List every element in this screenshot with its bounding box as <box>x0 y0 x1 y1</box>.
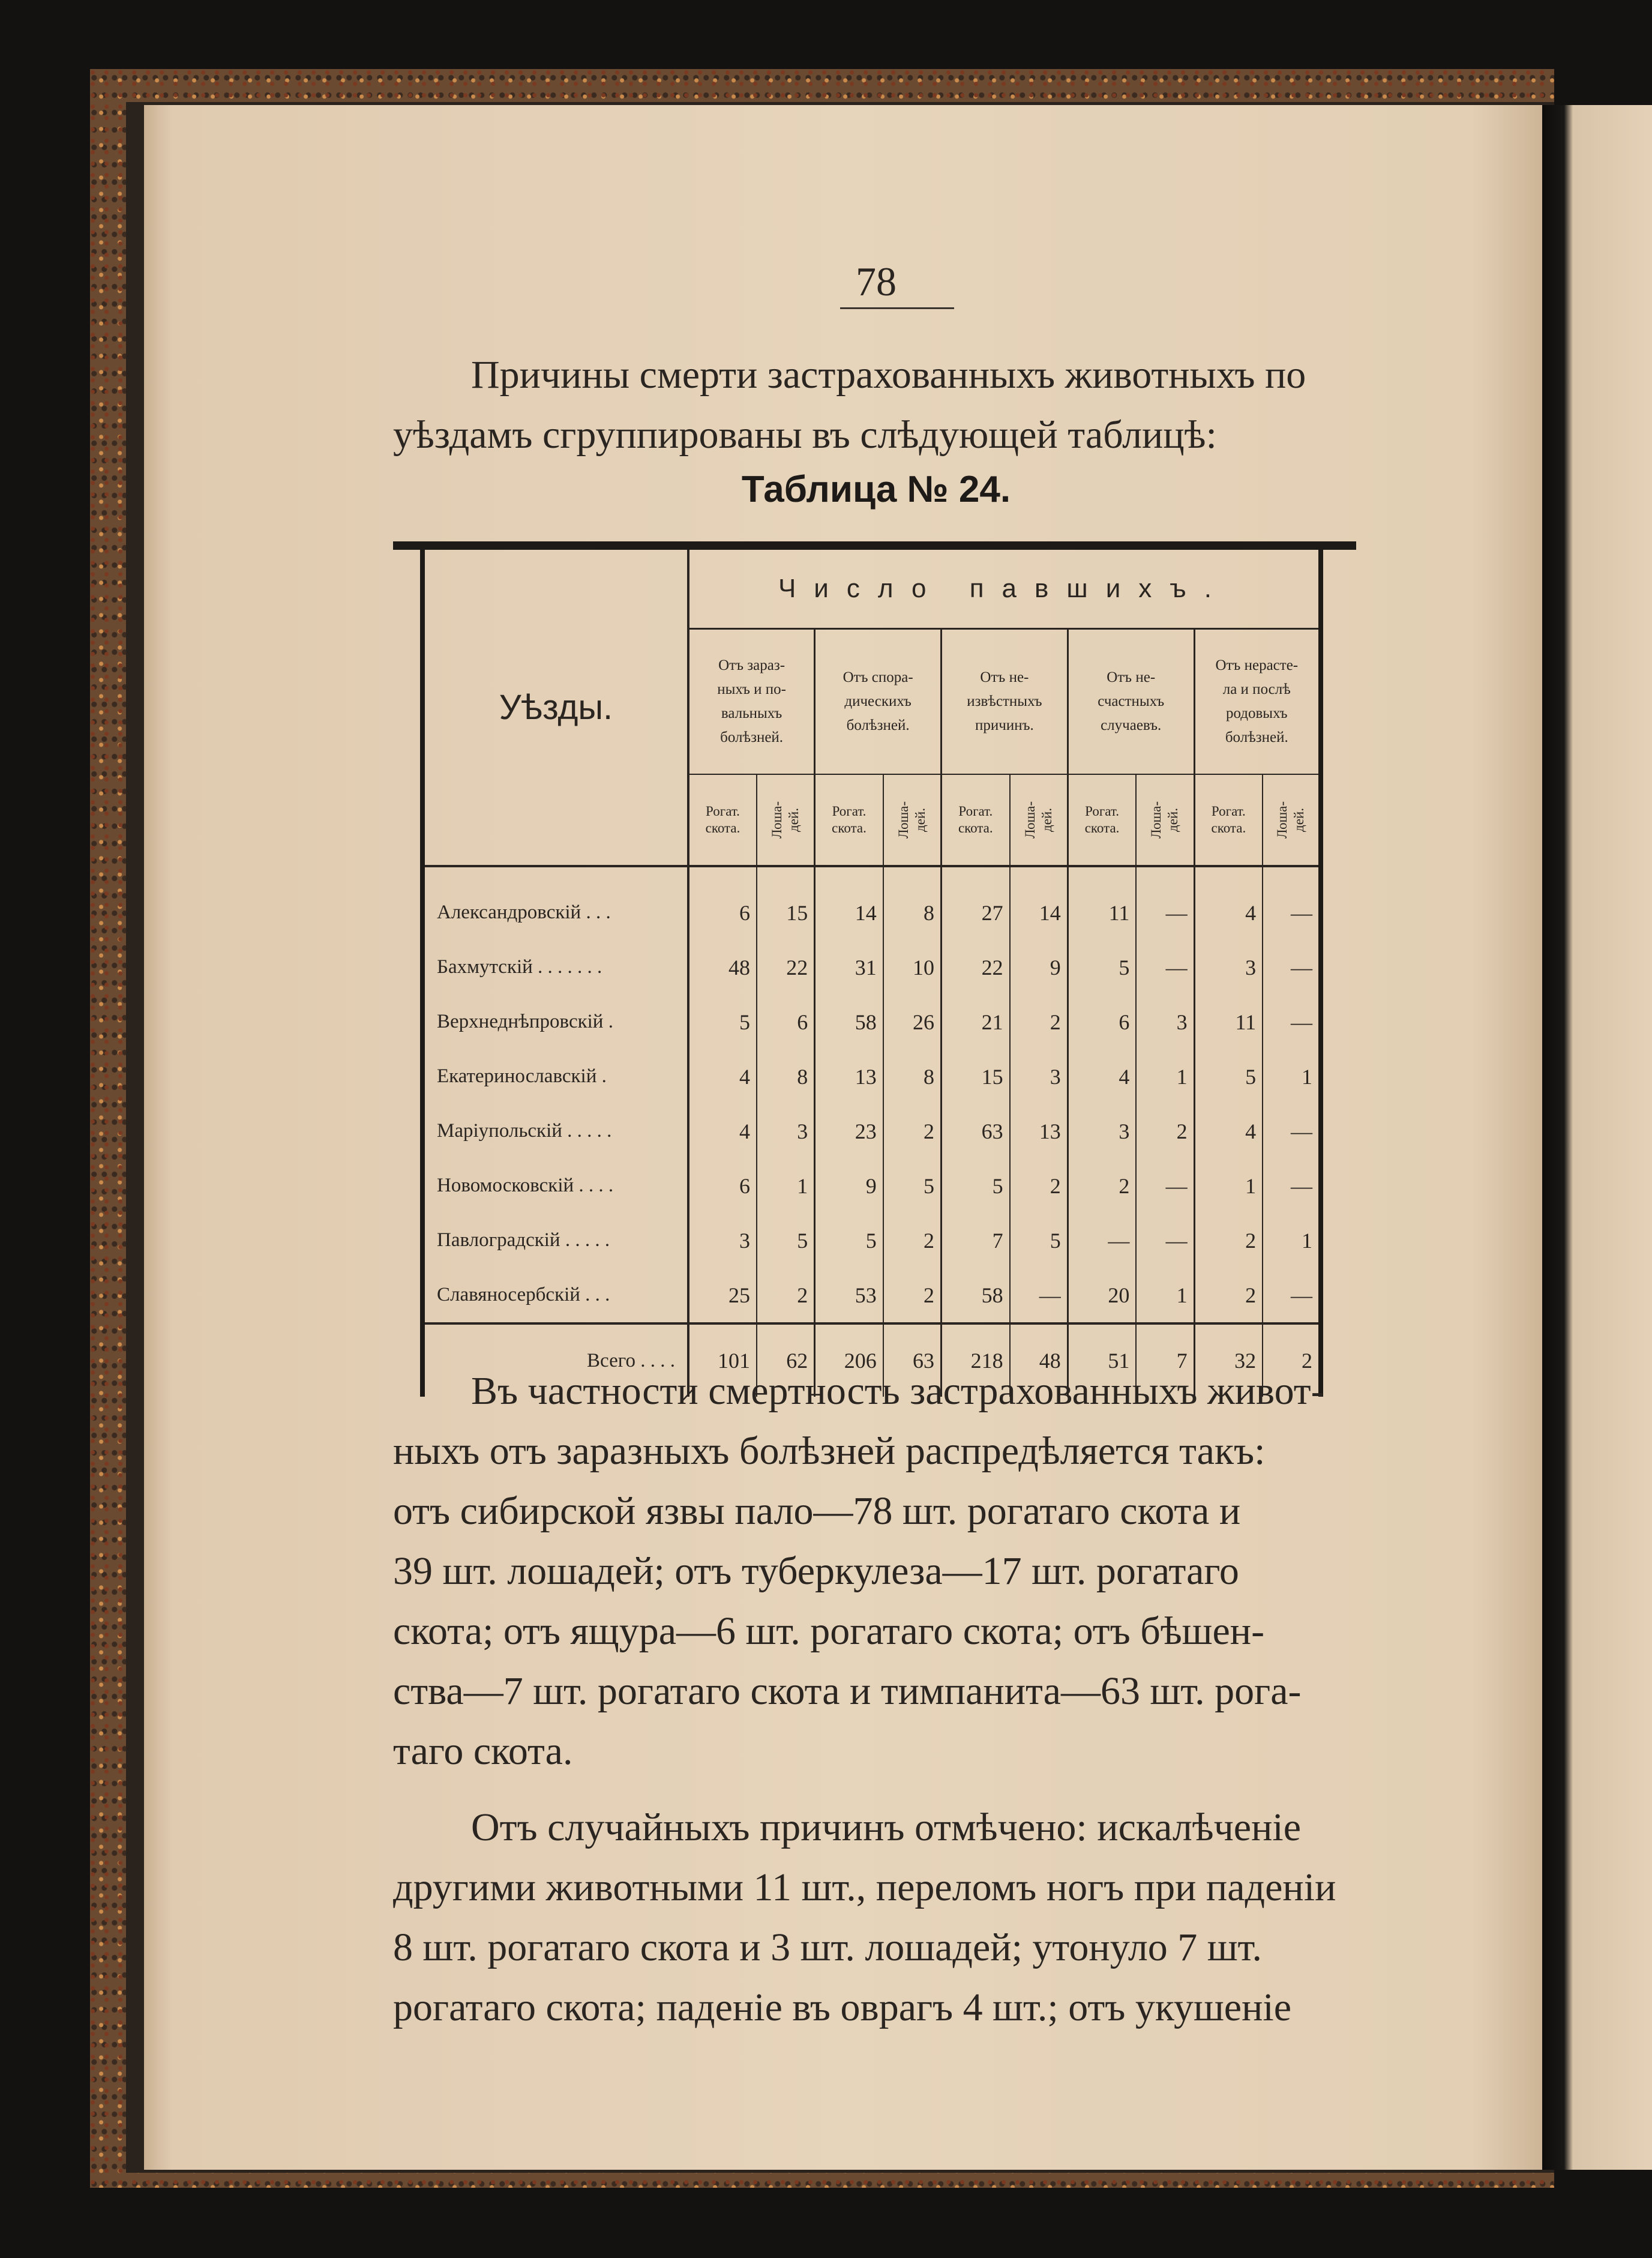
sub-header-vertical <box>769 801 802 838</box>
horse-count: 7 <box>1136 1323 1194 1397</box>
table-row <box>422 1213 1321 1268</box>
cattle-count: 20 <box>1068 1268 1136 1323</box>
sub-header-line: Рогат. <box>958 804 993 819</box>
horse-count: 1 <box>1136 1049 1194 1104</box>
group-header <box>1068 629 1194 775</box>
cattle-count: 218 <box>942 1323 1010 1397</box>
horse-count: 1 <box>757 1158 815 1213</box>
cattle-count: 4 <box>688 1104 757 1158</box>
page-number: 78 <box>856 259 897 304</box>
cattle-count: 3 <box>1194 940 1263 995</box>
cattle-count: 4 <box>1068 1049 1136 1104</box>
cattle-count: — <box>1068 1213 1136 1268</box>
horse-count: 1 <box>1136 1268 1194 1323</box>
horse-count: 13 <box>1010 1104 1068 1158</box>
district-name: Екатеринославскій . <box>422 1049 688 1104</box>
district-name: Павлоградскій . . . . . <box>422 1213 688 1268</box>
sub-header-line: дей. <box>912 808 928 832</box>
horse-count: 5 <box>883 1158 942 1213</box>
horse-count: 3 <box>1010 1049 1068 1104</box>
sub-header-vertical <box>1274 801 1308 838</box>
group-header-line: Отъ не- <box>980 669 1029 685</box>
sub-header-horse <box>883 774 942 866</box>
horse-count: 63 <box>883 1323 942 1397</box>
sub-header-cattle <box>1194 774 1263 866</box>
sub-header-horse <box>1263 774 1321 866</box>
cattle-count: 63 <box>942 1104 1010 1158</box>
cattle-count: 22 <box>942 940 1010 995</box>
cattle-count: 6 <box>688 866 757 940</box>
table-title: Таблица № 24. <box>741 469 1011 510</box>
cattle-count: 14 <box>815 866 883 940</box>
cattle-count: 7 <box>942 1213 1010 1268</box>
cattle-count: 101 <box>688 1323 757 1397</box>
sub-header-horse <box>1136 774 1194 866</box>
cattle-count: 9 <box>815 1158 883 1213</box>
text-line: отъ сибирской язвы пало—78 шт. рогатаго скота и <box>393 1489 1241 1533</box>
sub-header-horse <box>757 774 815 866</box>
sub-header-line: скота. <box>1211 820 1246 835</box>
sub-header-vertical <box>1022 801 1056 838</box>
table-row <box>422 1104 1321 1158</box>
group-header-line: Отъ зараз- <box>718 657 785 673</box>
horse-count: 26 <box>883 995 942 1049</box>
horse-count: 48 <box>1010 1323 1068 1397</box>
sub-header-line: Рогат. <box>832 804 867 819</box>
intro-line-2: уѣздамъ сгруппированы въ слѣдующей таблицѣ: <box>393 413 1217 457</box>
cattle-count: 27 <box>942 866 1010 940</box>
intro-line-1: Причины смерти застрахованныхъ животныхъ по <box>471 353 1306 397</box>
horse-count: 8 <box>883 866 942 940</box>
text-line: 8 шт. рогатаго скота и 3 шт. лошадей; утонуло 7 шт. <box>393 1925 1262 1969</box>
horse-count: 2 <box>757 1268 815 1323</box>
sub-header-line: Лоша- <box>1275 801 1290 839</box>
sub-header-horse <box>1010 774 1068 866</box>
horse-count: — <box>1136 866 1194 940</box>
group-header-line: случаевъ. <box>1101 717 1162 733</box>
group-header <box>815 629 942 775</box>
next-page-edge <box>1542 105 1652 2170</box>
sub-header-line: Рогат. <box>706 804 740 819</box>
cattle-count: 5 <box>1194 1049 1263 1104</box>
horse-count: 8 <box>757 1049 815 1104</box>
sub-header-cattle <box>1068 774 1136 866</box>
cattle-count: 6 <box>688 1158 757 1213</box>
horse-count: — <box>1136 940 1194 995</box>
cattle-count: 3 <box>1068 1104 1136 1158</box>
cattle-count: 206 <box>815 1323 883 1397</box>
text-line: Въ частности смертность застрахованныхъ живот- <box>471 1369 1324 1413</box>
page-number-rule <box>840 307 954 309</box>
group-header-line: Отъ нерасте- <box>1215 657 1299 673</box>
cattle-count: 5 <box>1068 940 1136 995</box>
horse-count: 3 <box>1136 995 1194 1049</box>
text-line: другими животными 11 шт., переломъ ногъ при паденіи <box>393 1865 1336 1909</box>
sub-header-vertical <box>895 801 929 838</box>
horse-count: 2 <box>1263 1323 1321 1397</box>
cattle-count: 48 <box>688 940 757 995</box>
group-header-line: болѣзней. <box>1225 729 1288 745</box>
sub-header-line: скота. <box>958 820 993 835</box>
horse-count: 22 <box>757 940 815 995</box>
sub-header-vertical <box>1148 801 1182 838</box>
row-header: Уѣзды. <box>422 550 688 866</box>
cattle-count: 5 <box>815 1213 883 1268</box>
sub-header-line: Лоша- <box>1149 801 1164 839</box>
paragraph-2 <box>393 1361 1359 1781</box>
sub-header-cattle <box>688 774 757 866</box>
sub-header-line: Лоша- <box>769 801 785 839</box>
horse-count: — <box>1263 1104 1321 1158</box>
group-header-line: вальныхъ <box>721 705 782 721</box>
cattle-count: 4 <box>1194 866 1263 940</box>
cattle-count: 11 <box>1068 866 1136 940</box>
cattle-count: 2 <box>1194 1268 1263 1323</box>
horse-count: 2 <box>1136 1104 1194 1158</box>
district-name: Маріупольскій . . . . . <box>422 1104 688 1158</box>
cattle-count: 4 <box>1194 1104 1263 1158</box>
cattle-count: 15 <box>942 1049 1010 1104</box>
district-name: Верхнеднѣпровскій . <box>422 995 688 1049</box>
horse-count: — <box>1263 1158 1321 1213</box>
group-header-line: родовыхъ <box>1226 705 1288 721</box>
sub-header-line: дей. <box>1291 808 1307 832</box>
sub-header-line: скота. <box>1084 820 1120 835</box>
horse-count: 10 <box>883 940 942 995</box>
paragraph-3 <box>393 1798 1359 2038</box>
horse-count: — <box>1136 1158 1194 1213</box>
text-line: рогатаго скота; паденіе въ оврагъ 4 шт.; отъ укушеніе <box>393 1986 1292 2029</box>
sub-header-line: дей. <box>1165 808 1181 832</box>
horse-count: — <box>1010 1268 1068 1323</box>
district-name: Бахмутскій . . . . . . . <box>422 940 688 995</box>
group-header-line: Отъ не- <box>1107 669 1156 685</box>
group-header <box>688 629 815 775</box>
intro-paragraph <box>393 345 1359 465</box>
table-row <box>422 940 1321 995</box>
text-line: скота; отъ ящура—6 шт. рогатаго скота; отъ бѣшен- <box>393 1609 1265 1653</box>
cattle-count: 58 <box>815 995 883 1049</box>
horse-count: 5 <box>1010 1213 1068 1268</box>
deaths-table <box>420 550 1323 1397</box>
cattle-count: 13 <box>815 1049 883 1104</box>
cattle-count: 11 <box>1194 995 1263 1049</box>
table-body <box>422 866 1321 1397</box>
horse-count: — <box>1263 1268 1321 1323</box>
group-header-line: причинъ. <box>975 717 1034 733</box>
group-header-line: ныхъ и по- <box>717 681 786 697</box>
count-title: Число павшихъ. <box>688 550 1321 629</box>
horse-count: 15 <box>757 866 815 940</box>
group-header-line: счастныхъ <box>1098 693 1165 709</box>
group-header-line: Отъ спора- <box>843 669 913 685</box>
district-name: Славяносербскій . . . <box>422 1268 688 1323</box>
horse-count: 2 <box>883 1213 942 1268</box>
sub-header-cattle <box>942 774 1010 866</box>
cattle-count: 32 <box>1194 1323 1263 1397</box>
group-header-line: извѣстныхъ <box>967 693 1042 709</box>
cattle-count: 2 <box>1194 1213 1263 1268</box>
sub-header-line: скота. <box>705 820 740 835</box>
cattle-count: 5 <box>688 995 757 1049</box>
cattle-count: 51 <box>1068 1323 1136 1397</box>
group-header-line: дическихъ <box>844 693 912 709</box>
horse-count: — <box>1263 995 1321 1049</box>
horse-count: — <box>1263 940 1321 995</box>
group-header-line: болѣзней. <box>846 717 910 733</box>
text-line: ныхъ отъ заразныхъ болѣзней распредѣляется такъ: <box>393 1429 1266 1473</box>
district-name: Всего . . . . <box>422 1323 688 1397</box>
horse-count: 62 <box>757 1323 815 1397</box>
horse-count: — <box>1263 866 1321 940</box>
horse-count: 2 <box>1010 1158 1068 1213</box>
horse-count: 1 <box>1263 1049 1321 1104</box>
cattle-count: 1 <box>1194 1158 1263 1213</box>
sub-header-line: Рогат. <box>1085 804 1119 819</box>
sub-header-line: дей. <box>786 808 802 832</box>
sub-header-cattle <box>815 774 883 866</box>
horse-count: 5 <box>757 1213 815 1268</box>
group-header <box>1194 629 1321 775</box>
text-line: 39 шт. лошадей; отъ туберкулеза—17 шт. рогатаго <box>393 1549 1239 1593</box>
horse-count: 14 <box>1010 866 1068 940</box>
horse-count: 2 <box>883 1268 942 1323</box>
cattle-count: 23 <box>815 1104 883 1158</box>
cattle-count: 21 <box>942 995 1010 1049</box>
sub-header-line: дей. <box>1039 808 1054 832</box>
cattle-count: 6 <box>1068 995 1136 1049</box>
cattle-count: 53 <box>815 1268 883 1323</box>
cattle-count: 25 <box>688 1268 757 1323</box>
horse-count: 2 <box>883 1104 942 1158</box>
district-name: Александровскій . . . <box>422 866 688 940</box>
sub-header-line: скота. <box>832 820 867 835</box>
table-top-rule <box>393 541 1356 550</box>
text-line: Отъ случайныхъ причинъ отмѣчено: искалѣченіе <box>471 1805 1302 1849</box>
table-row <box>422 866 1321 940</box>
group-header <box>942 629 1068 775</box>
cattle-count: 4 <box>688 1049 757 1104</box>
text-line: таго скота. <box>393 1729 573 1773</box>
district-name: Новомосковскій . . . . <box>422 1158 688 1213</box>
sub-header-line: Рогат. <box>1211 804 1246 819</box>
horse-count: 6 <box>757 995 815 1049</box>
horse-count: — <box>1136 1213 1194 1268</box>
horse-count: 9 <box>1010 940 1068 995</box>
group-header-line: ла и послѣ <box>1222 681 1291 697</box>
table-row <box>422 1268 1321 1323</box>
cattle-count: 31 <box>815 940 883 995</box>
group-header-line: болѣзней. <box>720 729 784 745</box>
cattle-count: 5 <box>942 1158 1010 1213</box>
horse-count: 3 <box>757 1104 815 1158</box>
horse-count: 1 <box>1263 1213 1321 1268</box>
cattle-count: 58 <box>942 1268 1010 1323</box>
sub-header-line: Лоша- <box>895 801 911 839</box>
text-line: ства—7 шт. рогатаго скота и тимпанита—63 шт. рога- <box>393 1669 1302 1713</box>
table-row <box>422 995 1321 1049</box>
cattle-count: 2 <box>1068 1158 1136 1213</box>
horse-count: 2 <box>1010 995 1068 1049</box>
sub-header-line: Лоша- <box>1022 801 1038 839</box>
table-row <box>422 1049 1321 1104</box>
table-row <box>422 1158 1321 1213</box>
horse-count: 8 <box>883 1049 942 1104</box>
cattle-count: 3 <box>688 1213 757 1268</box>
